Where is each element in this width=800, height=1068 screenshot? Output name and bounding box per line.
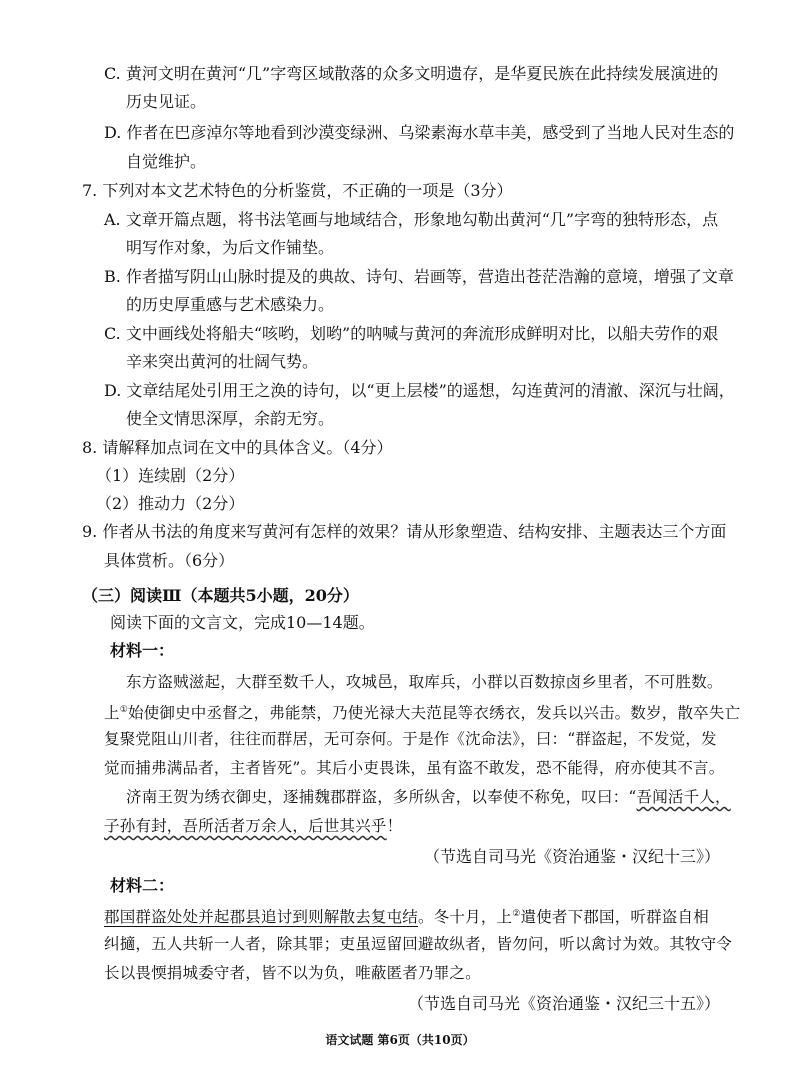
material-2-line2: 纠擿，五人共斩一人者，除其罪；吏虽逗留回避故纵者，皆勿问，听以禽讨为效。其牧守令	[104, 935, 733, 953]
q7-option-d-line1: D. 文章结尾处引用王之涣的诗句，以“更上层楼”的遥想，勾连黄河的清澈、深沉与壮阔，	[104, 381, 735, 400]
q8-item-1: （1）连续剧（2分）	[96, 466, 245, 485]
material-1-label: 材料一：	[110, 641, 175, 660]
question-7-stem: 7. 下列对本文艺术特色的分析鉴赏，不正确的一项是（3分）	[82, 181, 513, 200]
material-2-line1: 郡国群盗处处并起郡县追讨到则解散去复屯结。冬十月，上②遣使者下郡国，听群盗自相	[104, 908, 709, 927]
q7-option-b-line2: 的历史厚重感与艺术感染力。	[126, 295, 335, 314]
section-3-title: （三）阅读Ⅲ（本题共5小题，20分）	[82, 586, 359, 605]
material-1-p1-line2: 上①始使御史中丞督之，弗能禁，乃使光禄大夫范昆等衣绣衣，发兵以兴击。数岁，散卒失亡	[104, 704, 741, 723]
q7-option-c-line2: 辛来突出黄河的壮阔气势。	[126, 352, 319, 371]
material-1-p2-line2: 子孙有封，吾所活者万余人，后世其兴乎！	[104, 817, 403, 835]
material-1-p2-line1: 济南王贺为绣衣御史，逐捕魏郡群盗，多所纵舍，以奉使不称免，叹曰：“吾闻活千人，	[126, 788, 731, 806]
q7-option-a-line2: 明写作对象，为后文作铺垫。	[126, 238, 335, 257]
question-9-line2: 具体赏析。（6分）	[104, 551, 235, 570]
question-8-stem: 8. 请解释加点词在文中的具体含义。（4分）	[82, 438, 393, 457]
page-footer: 语文试题 第6页（共10页）	[325, 1033, 475, 1047]
material-1-p1-line1: 东方盗贼滋起，大群至数千人，攻城邑，取库兵，小群以百数掠卤乡里者，不可胜数。	[126, 673, 723, 691]
underlined-sentence: 郡国群盗处处并起郡县追讨到则解散去复屯结	[104, 908, 419, 927]
q7-option-a-line1: A. 文章开篇点题，将书法笔画与地域结合，形象地勾勒出黄河“几”字弯的独特形态，点	[104, 210, 719, 229]
material-1-source: （节选自司马光《资治通鉴・汉纪十三》）	[423, 847, 720, 866]
option-d-line2: 自觉维护。	[126, 152, 207, 171]
material-2-line3: 长以畏愞捐城委守者，皆不以为负，唯蔽匿者乃罪之。	[104, 964, 481, 982]
material-1-p1-line3: 复聚党阻山川者，往往而群居，无可奈何。于是作《沈命法》，曰：“群盗起，不发觉，发	[104, 730, 717, 748]
material-2-label: 材料二：	[110, 876, 175, 895]
option-c-line2: 历史见证。	[126, 92, 207, 111]
footnote-marker-1: ①	[119, 705, 128, 715]
q8-item-2: （2）推动力（2分）	[96, 494, 245, 513]
option-d-line1: D. 作者在巴彦淖尔等地看到沙漠变绿洲、乌梁素海水草丰美，感受到了当地人民对生态的	[104, 123, 735, 142]
q7-option-c-line1: C. 文中画线处将船夫“咳哟，划哟”的呐喊与黄河的奔流形成鲜明对比，以船夫劳作的艰	[104, 324, 719, 343]
q7-option-d-line2: 使全文情思深厚，余韵无穷。	[126, 409, 335, 428]
material-2-source: （节选自司马光《资治通鉴・汉纪三十五》）	[407, 994, 720, 1013]
option-c-line1: C. 黄河文明在黄河“几”字弯区域散落的众多文明遗存，是华夏民族在此持续发展演进的	[104, 64, 719, 83]
footnote-marker-2: ②	[512, 909, 521, 919]
q7-option-b-line1: B. 作者描写阴山山脉时提及的典故、诗句、岩画等，营造出苍茫浩瀚的意境，增强了文章	[104, 267, 734, 286]
wavy-underlined-sentence-cont: 子孙有封，吾所活者万余人，后世其兴乎	[104, 817, 387, 835]
wavy-underlined-sentence: 吾闻活千人，	[636, 788, 731, 806]
material-1-p1-line4: 觉而捕弗满品者，主者皆死”。其后小吏畏诛，虽有盗不敢发，恐不能得，府亦使其不言。	[104, 759, 725, 777]
question-9-line1: 9. 作者从书法的角度来写黄河有怎样的效果？请从形象塑造、结构安排、主题表达三个方面	[82, 522, 727, 541]
section-3-instruction: 阅读下面的文言文，完成10—14题。	[110, 613, 375, 632]
